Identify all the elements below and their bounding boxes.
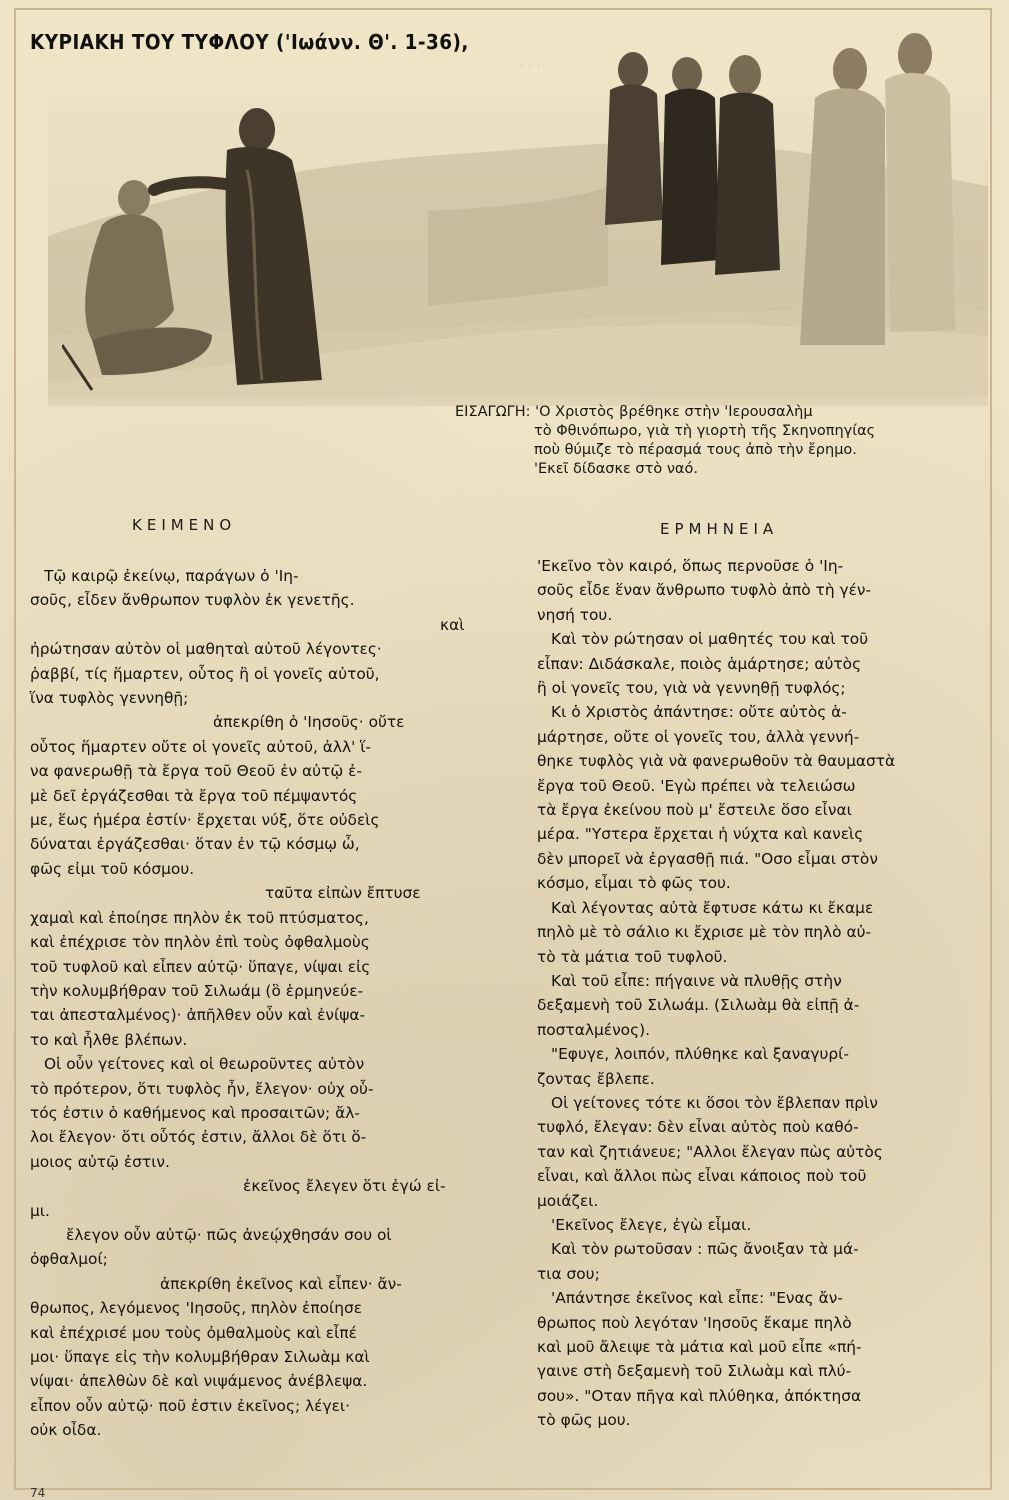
text-line: ῥαββί, τίς ἥμαρτεν, οὗτος ἢ οἱ γονεῖς αὐτοῦ, [30, 664, 380, 683]
text-line: τὸ πρότερον, ὅτι τυφλὸς ἦν, ἔλεγον· οὐχ οὗ- [30, 1079, 374, 1098]
interpretation-line: Καὶ λέγοντας αὐτὰ ἔφτυσε κάτω κι ἔκαμε [551, 898, 874, 917]
interpretation-line: ἔργα τοῦ Θεοῦ. 'Εγὼ πρέπει νὰ τελειώσω [537, 776, 856, 795]
interpretation-line: τὰ ἔργα ἐκείνου ποὺ μ' ἔστειλε ὅσο εἶναι [537, 801, 852, 820]
text-line: ταῦτα εἰπὼν ἔπτυσε [265, 884, 421, 903]
onlooker-figure-2 [661, 57, 720, 265]
interpretation-line: θρωπος ποὺ λεγόταν 'Ιησοῦς ἔκαμε πηλὸ [537, 1313, 852, 1332]
intro-line-3: ποὺ θύμιζε τὸ πέρασμά τους ἀπὸ τὴν ἔρημο. [534, 442, 857, 458]
text-line: ἐκεῖνος ἔλεγεν ὅτι ἐγώ εἰ- [243, 1177, 446, 1196]
intro-line-1: ΕΙΣΑΓΩΓΗ: 'Ο Χριστὸς βρέθηκε στὴν 'Ιερουσαλὴμ [455, 404, 813, 420]
text-line: φῶς εἰμι τοῦ κόσμου. [30, 859, 195, 878]
interpretation-line: Καὶ τὸν ρώτησαν οἱ μαθητές του καὶ τοῦ [551, 630, 869, 649]
interpretation-line: καὶ μοῦ ἄλειψε τὰ μάτια καὶ μοῦ εἶπε «πή- [537, 1338, 862, 1356]
original-text-column [30, 564, 490, 1443]
text-line: ἵνα τυφλὸς γεννηθῇ; [30, 689, 189, 708]
interpretation-line: ταν καὶ ζητιάνευε; "Αλλοι ἔλεγαν πὼς αὐτὸς [537, 1142, 883, 1161]
text-line: θρωπος, λεγόμενος 'Ιησοῦς, πηλὸν ἐποίησε [30, 1299, 363, 1318]
onlookers-group-illustration [585, 20, 970, 350]
text-line: μοι· ὕπαγε εἰς τὴν κολυμβήθραν Σιλωὰμ καὶ [30, 1348, 370, 1366]
text-line: Οἱ οὖν γείτονες καὶ οἱ θεωροῦντες αὐτὸν [44, 1055, 365, 1074]
interpretation-line: εἶναι, καὶ ἄλλοι πὼς εἶναι κάποιος ποὺ τοῦ [537, 1167, 867, 1186]
interpretation-line: δεξαμενὴ τοῦ Σιλωάμ. (Σιλωὰμ θὰ εἰπῇ ἀ- [537, 996, 860, 1015]
text-line: να φανερωθῇ τὰ ἔργα τοῦ Θεοῦ ἐν αὐτῷ ἐ- [30, 762, 363, 781]
interpretation-line: πηλὸ μὲ τὸ σάλιο κι ἔχρισε μὲ τὸν πηλὸ αὐ- [537, 923, 872, 942]
interpretation-line: σοῦς εἶδε ἕναν ἄνθρωπο τυφλὸ ἀπὸ τὴ γέν- [537, 581, 872, 600]
onlooker-figure-4 [800, 48, 885, 345]
christ-and-blind-man-illustration [62, 90, 342, 400]
text-line: καὶ ἐπέχρισε τὸν πηλὸν ἐπὶ τοὺς ὀφθαλμοὺς [30, 933, 370, 952]
blind-man-figure [62, 180, 212, 390]
text-line: οὗτος ἥμαρτεν οὔτε οἱ γονεῖς αὐτοῦ, ἀλλ' ἵ- [30, 737, 372, 756]
onlooker-figure-5 [885, 33, 955, 332]
text-line: νίψαι· ἀπελθὼν δὲ καὶ νιψάμενος ἀνέβλεψα. [30, 1372, 368, 1391]
text-line: καὶ ἐπέχρισέ μου τοὺς ὀμθαλμοὺς καὶ εἶπέ [30, 1323, 357, 1342]
interpretation-column [537, 554, 992, 1433]
interpretation-line: μάρτησε, οὔτε οἱ γονεῖς του, ἀλλὰ γεννή- [537, 727, 860, 746]
interpretation-line: εἶπαν: Διδάσκαλε, ποιὸς ἁμάρτησε; αὐτὸς [537, 654, 862, 673]
intro-label: ΕΙΣΑΓΩΓΗ: [455, 404, 531, 420]
interpretation-line: τια σου; [537, 1264, 600, 1283]
interpretation-line: μέρα. "Υστερα ἔρχεται ἡ νύχτα καὶ κανεὶς [537, 825, 864, 844]
text-line: ἀπεκρίθη ὁ 'Ιησοῦς· οὔτε [213, 713, 405, 732]
interpretation-line: μοιάζει. [537, 1191, 599, 1210]
text-line: σοῦς, εἶδεν ἄνθρωπον τυφλὸν ἐκ γενετῆς. [30, 591, 355, 610]
interpretation-line: δὲν μπορεῖ νὰ ἐργασθῇ πιά. "Οσο εἶμαι στὸν [537, 849, 878, 868]
interpretation-line: "Εφυγε, λοιπόν, πλύθηκε καὶ ξαναγυρί- [551, 1045, 849, 1064]
interpretation-line: 'Εκεῖνος ἔλεγε, ἐγὼ εἶμαι. [551, 1215, 752, 1234]
interpretation-line: σου». "Οταν πῆγα καὶ πλύθηκα, ἀπόκτησα [537, 1386, 862, 1405]
interpretation-line: ζοντας ἔβλεπε. [537, 1069, 655, 1088]
interpretation-line: ποσταλμένος). [537, 1020, 651, 1039]
interpretation-column-heading: ΕΡΜΗΝΕΙΑ [660, 520, 779, 538]
intro-line-4: 'Εκεῖ δίδασκε στὸ ναό. [534, 461, 698, 477]
text-line: τοῦ τυφλοῦ καὶ εἶπεν αὐτῷ· ὕπαγε, νίψαι εἰς [30, 957, 371, 976]
interpretation-line: 'Εκεῖνο τὸν καιρό, ὅπως περνοῦσε ὁ 'Ιη- [537, 557, 844, 575]
interpretation-line: Καὶ τοῦ εἶπε: πήγαινε νὰ πλυθῇς στὴν [551, 971, 842, 990]
text-line: οὐκ οἶδα. [30, 1421, 102, 1440]
interpretation-line: τὸ φῶς μου. [537, 1411, 631, 1430]
text-line: λοι ἔλεγον· ὅτι οὗτός ἐστιν, ἄλλοι δὲ ὅτι ὅ- [30, 1128, 367, 1147]
onlooker-figure-3 [715, 55, 780, 275]
interpretation-line: τυφλό, ἔλεγαν: δὲν εἶναι αὐτὸς ποὺ καθό- [537, 1118, 859, 1137]
text-line: καὶ [440, 615, 465, 634]
intro-section [455, 403, 975, 479]
text-line: Τῷ καιρῷ ἐκείνῳ, παράγων ὁ 'Ιη- [44, 567, 299, 585]
interpretation-line: Καὶ τὸν ρωτοῦσαν : πῶς ἄνοιξαν τὰ μά- [551, 1240, 859, 1259]
bleed-through-text: · · · [520, 60, 541, 75]
text-line: ται ἀπεσταλμένος)· ἀπῆλθεν οὖν καὶ ἐνίψα- [30, 1006, 366, 1025]
interpretation-line: ἢ οἱ γονεῖς του, γιὰ νὰ γεννηθῇ τυφλός; [537, 679, 846, 698]
interpretation-line: Κι ὁ Χριστὸς ἀπάντησε: οὔτε αὐτὸς ἁ- [551, 703, 847, 722]
interpretation-line: νησή του. [537, 605, 613, 624]
page-title: ΚΥΡΙΑΚΗ ΤΟΥ ΤΥΦΛΟΥ ('Ιωάνν. Θ'. 1-36), [30, 30, 469, 54]
interpretation-line: κόσμο, εἶμαι τὸ φῶς του. [537, 874, 731, 893]
interpretation-line: γαινε στὴ δεξαμενὴ τοῦ Σιλωὰμ καὶ πλύ- [537, 1362, 852, 1381]
text-line: δύναται ἐργάζεσθαι· ὅταν ἐν τῷ κόσμῳ ὦ, [30, 835, 360, 854]
text-line: ὀφθαλμοί; [30, 1250, 108, 1269]
text-line: με, ἕως ἡμέρα ἐστίν· ἔρχεται νύξ, ὅτε οὐδεὶς [30, 811, 380, 830]
text-line: ἔλεγον οὖν αὐτῷ· πῶς ἀνεῴχθησάν σου οἱ [66, 1225, 392, 1244]
intro-line-2: τὸ Φθινόπωρο, γιὰ τὴ γιορτὴ τῆς Σκηνοπηγίας [534, 423, 876, 439]
text-line: χαμαὶ καὶ ἐποίησε πηλὸν ἐκ τοῦ πτύσματος, [30, 908, 369, 927]
text-line: εἶπον οὖν αὐτῷ· ποῦ ἐστιν ἐκεῖνος; λέγει· [30, 1396, 351, 1415]
interpretation-line: θηκε τυφλὸς γιὰ νὰ φανερωθοῦν τὰ θαυμαστὰ [537, 752, 896, 771]
interpretation-line: 'Απάντησε ἐκεῖνος καὶ εἶπε: "Ενας ἄν- [551, 1289, 843, 1308]
text-line: μὲ δεῖ ἐργάζεσθαι τὰ ἔργα τοῦ πέμψαντός [30, 786, 358, 805]
text-line: ἀπεκρίθη ἐκεῖνος καὶ εἶπεν· ἄν- [160, 1274, 402, 1293]
text-column-heading: ΚΕΙΜΕΝΟ [132, 516, 237, 534]
text-line: τὴν κολυμβήθραν τοῦ Σιλωάμ (ὃ ἑρμηνεύε- [30, 981, 364, 1000]
text-line: ἠρώτησαν αὐτὸν οἱ μαθηταὶ αὐτοῦ λέγοντες· [30, 640, 382, 659]
text-line: μι. [30, 1201, 50, 1220]
text-line: μοιος αὐτῷ ἐστιν. [30, 1152, 170, 1171]
text-line: το καὶ ἦλθε βλέπων. [30, 1030, 188, 1049]
page-number: 74 [30, 1486, 46, 1500]
interpretation-line: Οἱ γείτονες τότε κι ὅσοι τὸν ἔβλεπαν πρὶν [551, 1093, 878, 1112]
onlooker-figure-1 [605, 52, 663, 225]
interpretation-line: τὸ τὰ μάτια τοῦ τυφλοῦ. [537, 947, 728, 966]
text-line: τός ἐστιν ὁ καθήμενος καὶ προσαιτῶν; ἄλ- [30, 1103, 360, 1122]
